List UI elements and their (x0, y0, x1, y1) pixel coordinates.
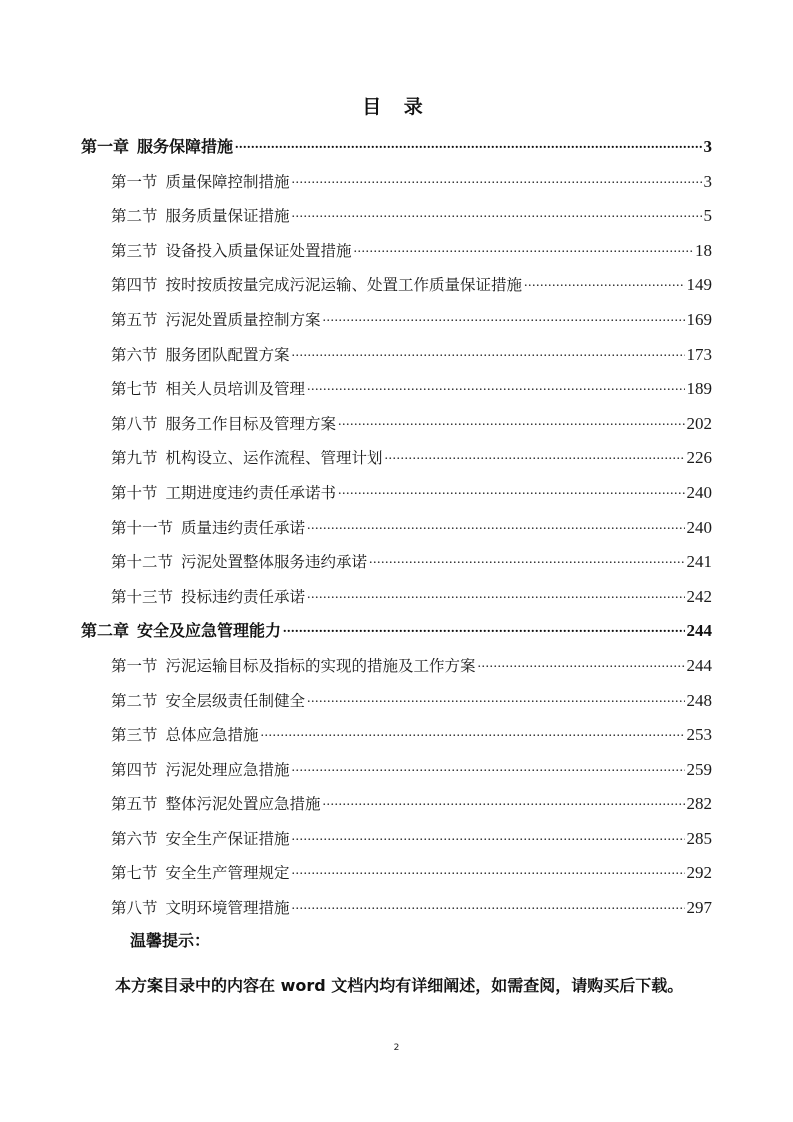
toc-entry-number: 第七节 (111, 864, 158, 883)
toc-section-entry[interactable] (81, 234, 712, 269)
toc-entry-label: 质量违约责任承诺 (181, 518, 306, 537)
toc-entry-number: 第五节 (111, 795, 158, 814)
toc-entry-page: 285 (686, 828, 712, 848)
dot-leader (478, 655, 685, 671)
dot-leader (385, 448, 685, 464)
toc-entry-label: 机构设立、运作流程、管理计划 (165, 449, 383, 468)
toc-entry-label: 按时按质按量完成污泥运输、处置工作质量保证措施 (165, 276, 523, 295)
toc-entry-label: 文明环境管理措施 (165, 899, 290, 918)
dot-leader (307, 517, 684, 533)
toc-entry-number: 第三节 (111, 726, 158, 745)
toc-chapter-entry[interactable] (81, 614, 712, 649)
toc-entry-number: 第九节 (111, 449, 158, 468)
toc-entry-page: 292 (686, 863, 712, 883)
dot-leader (292, 206, 702, 222)
toc-entry-label: 设备投入质量保证处置措施 (165, 241, 352, 260)
dot-leader (354, 240, 693, 256)
table-of-contents (81, 130, 712, 926)
toc-entry-page: 226 (686, 448, 712, 468)
toc-entry-label: 污泥处置质量控制方案 (165, 310, 321, 329)
toc-title: 目 录 (362, 96, 431, 118)
dot-leader (292, 344, 685, 360)
toc-section-entry[interactable] (81, 303, 712, 338)
toc-section-entry[interactable] (81, 441, 712, 476)
dot-leader (524, 275, 684, 291)
toc-entry-number: 第五节 (111, 310, 158, 329)
toc-entry-label: 服务质量保证措施 (165, 207, 290, 226)
toc-section-entry[interactable] (81, 199, 712, 234)
dot-leader (307, 379, 684, 395)
toc-entry-label: 服务保障措施 (137, 137, 234, 156)
toc-entry-page: 242 (686, 586, 712, 606)
toc-entry-page: 297 (686, 898, 712, 918)
dot-leader (283, 620, 684, 636)
toc-section-entry[interactable] (81, 407, 712, 442)
toc-entry-number: 第四节 (111, 760, 158, 779)
toc-entry-label: 总体应急措施 (165, 726, 259, 745)
toc-section-entry[interactable] (81, 856, 712, 891)
toc-entry-number: 第一节 (111, 656, 158, 675)
toc-section-entry[interactable] (81, 649, 712, 684)
dot-leader (323, 794, 685, 810)
toc-entry-page: 3 (703, 171, 712, 191)
toc-entry-number: 第一章 (81, 137, 130, 156)
toc-entry-page: 282 (686, 794, 712, 814)
toc-entry-page: 240 (686, 517, 712, 537)
toc-entry-number: 第八节 (111, 899, 158, 918)
dot-leader (292, 828, 685, 844)
toc-entry-label: 安全层级责任制健全 (165, 691, 306, 710)
dot-leader (235, 136, 701, 152)
dot-leader (292, 863, 685, 879)
toc-entry-page: 149 (686, 275, 712, 295)
toc-entry-number: 第六节 (111, 345, 158, 364)
notice-title: 温馨提示： (130, 931, 211, 950)
toc-entry-label: 安全生产管理规定 (165, 864, 290, 883)
toc-entry-label: 安全及应急管理能力 (137, 621, 282, 641)
toc-section-entry[interactable] (81, 684, 712, 719)
toc-entry-page: 253 (686, 725, 712, 745)
toc-entry-number: 第六节 (111, 829, 158, 848)
toc-entry-label: 污泥处理应急措施 (165, 760, 290, 779)
toc-entry-label: 服务团队配置方案 (165, 345, 290, 364)
dot-leader (369, 552, 684, 568)
toc-entry-number: 第十一节 (111, 518, 174, 537)
toc-entry-number: 第三节 (111, 241, 158, 260)
dot-leader (307, 586, 684, 602)
toc-entry-page: 169 (686, 309, 712, 329)
toc-entry-page: 5 (703, 206, 712, 226)
toc-entry-number: 第二节 (111, 207, 158, 226)
toc-entry-page: 259 (686, 759, 712, 779)
toc-entry-page: 3 (703, 137, 712, 156)
toc-section-entry[interactable] (81, 476, 712, 511)
toc-entry-number: 第四节 (111, 276, 158, 295)
toc-entry-label: 安全生产保证措施 (165, 829, 290, 848)
toc-section-entry[interactable] (81, 511, 712, 546)
toc-section-entry[interactable] (81, 580, 712, 615)
toc-section-entry[interactable] (81, 753, 712, 788)
dot-leader (261, 725, 685, 741)
toc-section-entry[interactable] (81, 338, 712, 373)
toc-entry-label: 整体污泥处置应急措施 (165, 795, 321, 814)
toc-entry-label: 污泥处置整体服务违约承诺 (181, 553, 368, 572)
toc-section-entry[interactable] (81, 268, 712, 303)
toc-entry-number: 第十三节 (111, 587, 174, 606)
dot-leader (307, 690, 684, 706)
toc-section-entry[interactable] (81, 718, 712, 753)
toc-entry-label: 质量保障控制措施 (165, 172, 290, 191)
dot-leader (338, 482, 684, 498)
toc-entry-label: 相关人员培训及管理 (165, 380, 306, 399)
toc-entry-number: 第七节 (111, 380, 158, 399)
dot-leader (323, 309, 685, 325)
dot-leader (292, 759, 685, 775)
toc-entry-page: 244 (686, 621, 712, 641)
toc-section-entry[interactable] (81, 545, 712, 580)
toc-entry-number: 第十节 (111, 483, 158, 502)
dot-leader (338, 413, 684, 429)
notice-body: 本方案目录中的内容在 word 文档内均有详细阐述，如需查阅，请购买后下载。 (115, 976, 684, 995)
toc-entry-page: 189 (686, 379, 712, 399)
toc-section-entry[interactable] (81, 787, 712, 822)
toc-entry-page: 202 (686, 413, 712, 433)
toc-entry-number: 第八节 (111, 414, 158, 433)
page-number: 2 (393, 1043, 400, 1053)
toc-entry-number: 第二节 (111, 691, 158, 710)
toc-section-entry[interactable] (81, 372, 712, 407)
toc-chapter-entry[interactable] (81, 130, 712, 165)
toc-entry-page: 240 (686, 482, 712, 502)
toc-entry-label: 投标违约责任承诺 (181, 587, 306, 606)
toc-section-entry[interactable] (81, 822, 712, 857)
toc-section-entry[interactable] (81, 165, 712, 200)
toc-entry-page: 18 (695, 240, 712, 260)
dot-leader (292, 898, 685, 914)
toc-entry-page: 173 (686, 344, 712, 364)
toc-entry-page: 244 (686, 655, 712, 675)
toc-entry-label: 服务工作目标及管理方案 (165, 414, 337, 433)
dot-leader (292, 171, 702, 187)
toc-entry-label: 污泥运输目标及指标的实现的措施及工作方案 (165, 656, 476, 675)
toc-entry-page: 248 (686, 690, 712, 710)
toc-entry-number: 第一节 (111, 172, 158, 191)
toc-entry-number: 第二章 (81, 621, 130, 641)
toc-entry-label: 工期进度违约责任承诺书 (165, 483, 337, 502)
toc-entry-number: 第十二节 (111, 553, 174, 572)
toc-section-entry[interactable] (81, 891, 712, 926)
toc-entry-page: 241 (686, 552, 712, 572)
